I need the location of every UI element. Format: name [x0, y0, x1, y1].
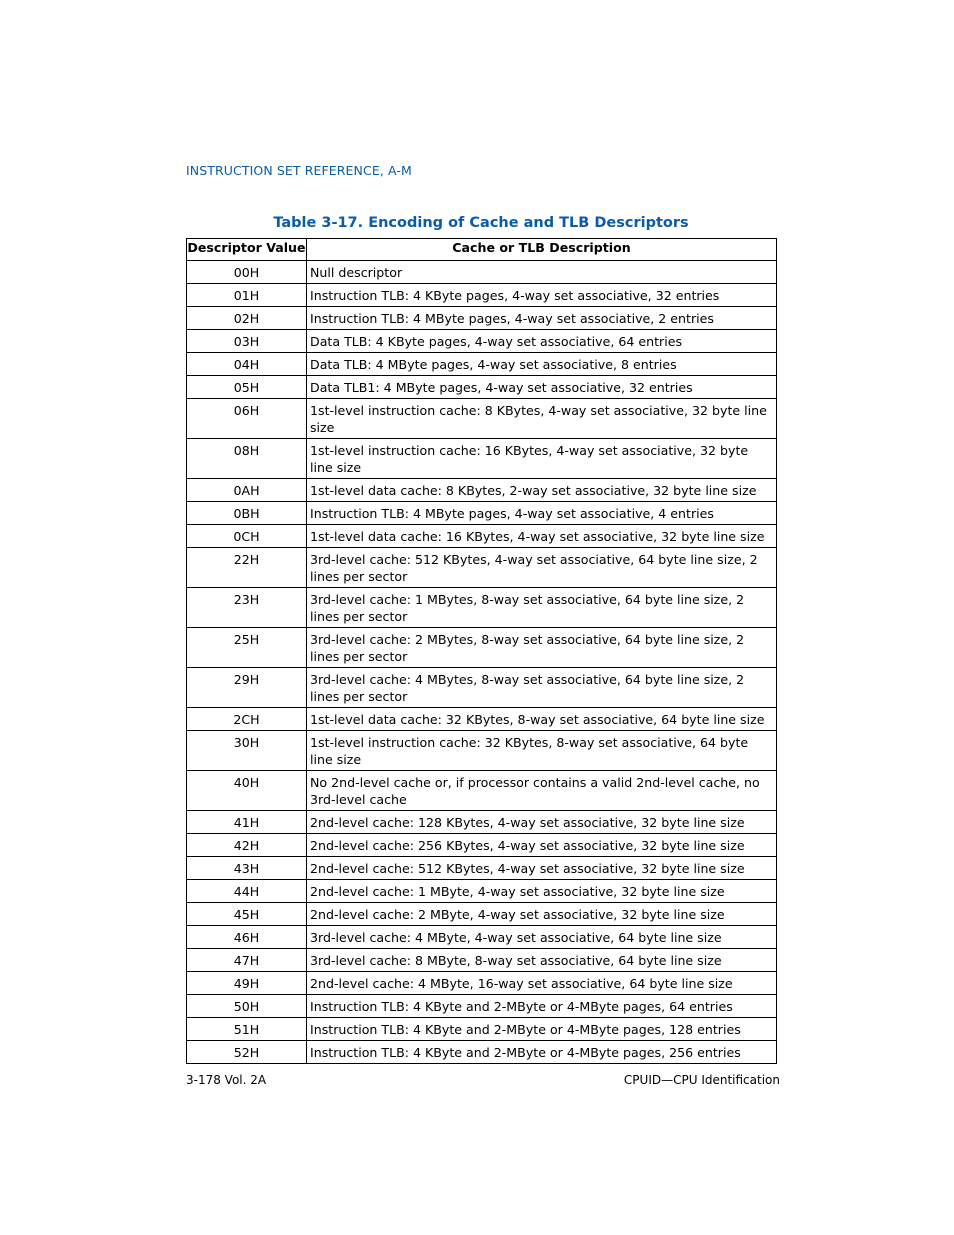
descriptor-value-cell: 06H: [187, 399, 307, 439]
description-cell: 2nd-level cache: 2 MByte, 4-way set associative, 32 byte line size: [307, 903, 777, 926]
descriptor-value-cell: 29H: [187, 668, 307, 708]
description-cell: 3rd-level cache: 512 KBytes, 4-way set associative, 64 byte line size, 2 lines per sector: [307, 548, 777, 588]
description-cell: No 2nd-level cache or, if processor contains a valid 2nd-level cache, no 3rd-level cache: [307, 771, 777, 811]
descriptor-value-cell: 51H: [187, 1018, 307, 1041]
descriptor-value-cell: 08H: [187, 439, 307, 479]
descriptor-value-cell: 0CH: [187, 525, 307, 548]
description-cell: 3rd-level cache: 8 MByte, 8-way set associative, 64 byte line size: [307, 949, 777, 972]
descriptor-value-cell: 41H: [187, 811, 307, 834]
descriptor-value-cell: 47H: [187, 949, 307, 972]
table-body: [187, 261, 777, 1064]
descriptor-value-cell: 43H: [187, 857, 307, 880]
description-cell: 3rd-level cache: 4 MBytes, 8-way set associative, 64 byte line size, 2 lines per sector: [307, 668, 777, 708]
descriptor-value-cell: 30H: [187, 731, 307, 771]
descriptor-value-cell: 45H: [187, 903, 307, 926]
descriptor-value-cell: 05H: [187, 376, 307, 399]
column-header-descriptor-value: Descriptor Value: [187, 239, 307, 261]
descriptor-table-container: [186, 238, 776, 1064]
descriptor-value-cell: 0BH: [187, 502, 307, 525]
table-row: [187, 1018, 777, 1041]
descriptor-table: [186, 238, 777, 1064]
descriptor-value-cell: 50H: [187, 995, 307, 1018]
table-row: [187, 525, 777, 548]
description-cell: Data TLB: 4 MByte pages, 4-way set associative, 8 entries: [307, 353, 777, 376]
table-row: [187, 376, 777, 399]
table-header-row: [187, 239, 777, 261]
description-cell: Null descriptor: [307, 261, 777, 284]
table-row: [187, 284, 777, 307]
running-header: INSTRUCTION SET REFERENCE, A-M: [186, 163, 412, 178]
description-cell: Data TLB: 4 KByte pages, 4-way set associative, 64 entries: [307, 330, 777, 353]
table-row: [187, 668, 777, 708]
table-row: [187, 1041, 777, 1064]
description-cell: Instruction TLB: 4 KByte pages, 4-way set associative, 32 entries: [307, 284, 777, 307]
table-row: [187, 949, 777, 972]
table-title: Table 3-17. Encoding of Cache and TLB Descriptors: [273, 215, 689, 231]
description-cell: 2nd-level cache: 1 MByte, 4-way set associative, 32 byte line size: [307, 880, 777, 903]
table-row: [187, 439, 777, 479]
footer-page-reference: 3-178 Vol. 2A: [186, 1073, 267, 1087]
descriptor-value-cell: 02H: [187, 307, 307, 330]
description-cell: 2nd-level cache: 128 KBytes, 4-way set associative, 32 byte line size: [307, 811, 777, 834]
table-row: [187, 731, 777, 771]
description-cell: 1st-level data cache: 16 KBytes, 4-way set associative, 32 byte line size: [307, 525, 777, 548]
table-row: [187, 857, 777, 880]
table-row: [187, 628, 777, 668]
descriptor-value-cell: 46H: [187, 926, 307, 949]
descriptor-value-cell: 25H: [187, 628, 307, 668]
table-row: [187, 811, 777, 834]
table-row: [187, 399, 777, 439]
descriptor-value-cell: 01H: [187, 284, 307, 307]
descriptor-value-cell: 40H: [187, 771, 307, 811]
description-cell: 1st-level instruction cache: 8 KBytes, 4-way set associative, 32 byte line size: [307, 399, 777, 439]
descriptor-value-cell: 42H: [187, 834, 307, 857]
footer-section-title: CPUID—CPU Identification: [623, 1073, 780, 1087]
descriptor-value-cell: 04H: [187, 353, 307, 376]
table-row: [187, 548, 777, 588]
table-row: [187, 479, 777, 502]
descriptor-value-cell: 44H: [187, 880, 307, 903]
description-cell: Instruction TLB: 4 MByte pages, 4-way set associative, 4 entries: [307, 502, 777, 525]
table-row: [187, 307, 777, 330]
table-row: [187, 353, 777, 376]
description-cell: 2nd-level cache: 4 MByte, 16-way set associative, 64 byte line size: [307, 972, 777, 995]
description-cell: 1st-level instruction cache: 16 KBytes, 4-way set associative, 32 byte line size: [307, 439, 777, 479]
table-row: [187, 995, 777, 1018]
table-row: [187, 926, 777, 949]
description-cell: 3rd-level cache: 4 MByte, 4-way set associative, 64 byte line size: [307, 926, 777, 949]
table-row: [187, 903, 777, 926]
descriptor-value-cell: 23H: [187, 588, 307, 628]
description-cell: 3rd-level cache: 1 MBytes, 8-way set associative, 64 byte line size, 2 lines per sector: [307, 588, 777, 628]
table-row: [187, 834, 777, 857]
table-row: [187, 708, 777, 731]
column-header-description: Cache or TLB Description: [307, 239, 777, 261]
description-cell: 3rd-level cache: 2 MBytes, 8-way set associative, 64 byte line size, 2 lines per sector: [307, 628, 777, 668]
description-cell: Data TLB1: 4 MByte pages, 4-way set associative, 32 entries: [307, 376, 777, 399]
description-cell: 1st-level instruction cache: 32 KBytes, 8-way set associative, 64 byte line size: [307, 731, 777, 771]
table-row: [187, 972, 777, 995]
description-cell: Instruction TLB: 4 MByte pages, 4-way set associative, 2 entries: [307, 307, 777, 330]
description-cell: Instruction TLB: 4 KByte and 2-MByte or 4-MByte pages, 64 entries: [307, 995, 777, 1018]
description-cell: Instruction TLB: 4 KByte and 2-MByte or 4-MByte pages, 256 entries: [307, 1041, 777, 1064]
table-row: [187, 502, 777, 525]
descriptor-value-cell: 03H: [187, 330, 307, 353]
table-row: [187, 880, 777, 903]
descriptor-value-cell: 2CH: [187, 708, 307, 731]
description-cell: 2nd-level cache: 256 KBytes, 4-way set associative, 32 byte line size: [307, 834, 777, 857]
descriptor-value-cell: 52H: [187, 1041, 307, 1064]
descriptor-value-cell: 00H: [187, 261, 307, 284]
descriptor-value-cell: 0AH: [187, 479, 307, 502]
descriptor-value-cell: 49H: [187, 972, 307, 995]
table-row: [187, 330, 777, 353]
description-cell: 2nd-level cache: 512 KBytes, 4-way set associative, 32 byte line size: [307, 857, 777, 880]
descriptor-value-cell: 22H: [187, 548, 307, 588]
description-cell: 1st-level data cache: 32 KBytes, 8-way set associative, 64 byte line size: [307, 708, 777, 731]
description-cell: Instruction TLB: 4 KByte and 2-MByte or 4-MByte pages, 128 entries: [307, 1018, 777, 1041]
description-cell: 1st-level data cache: 8 KBytes, 2-way set associative, 32 byte line size: [307, 479, 777, 502]
table-row: [187, 261, 777, 284]
table-row: [187, 588, 777, 628]
table-row: [187, 771, 777, 811]
